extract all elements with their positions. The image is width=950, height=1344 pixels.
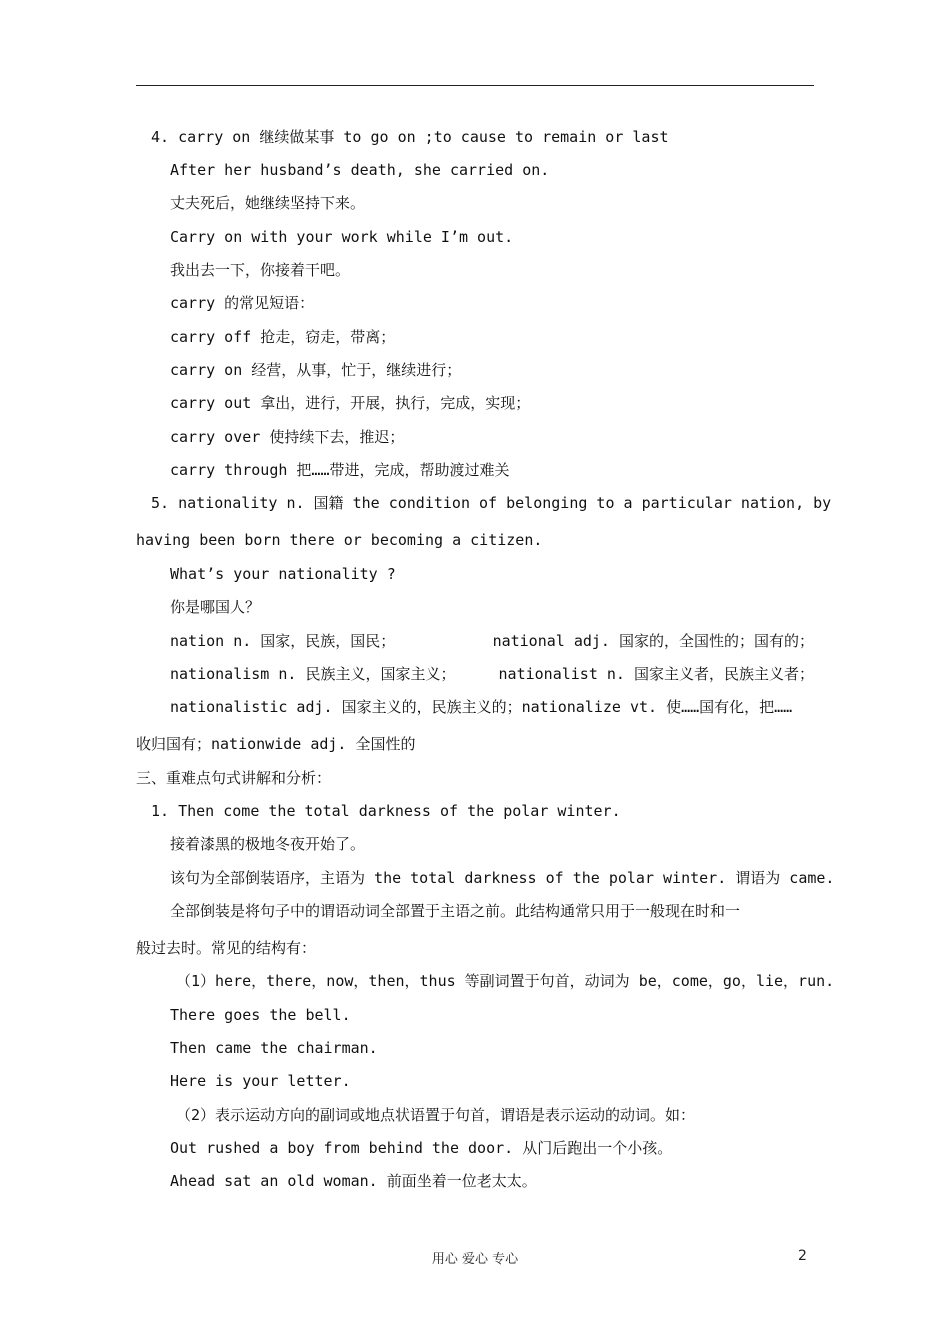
example-sentence: Out rushed a boy from behind the door. 从门后跑出一个小孩。 [170, 1139, 673, 1157]
phrase-heading: carry 的常见短语： [170, 294, 315, 312]
analysis-text: 全部倒装是将句子中的谓语动词全部置于主语之前。此结构通常只用于一般现在时和一 [170, 902, 741, 920]
word-entry: nation n. 国家，民族，国民； [170, 632, 396, 650]
example-sentence: There goes the bell. [170, 1006, 351, 1024]
phrase-item: carry over 使持续下去，推迟； [170, 428, 405, 446]
item-5-heading: 5. nationality n. 国籍 the condition of belonging to a particular nation, by [151, 494, 832, 512]
phrase-item: carry on 经营，从事，忙于，继续进行； [170, 361, 462, 379]
phrase-item: carry off 抢走，窃走，带离； [170, 328, 396, 346]
example-translation: 我出去一下，你接着干吧。 [170, 261, 351, 279]
word-entry: national adj. 国家的，全国性的；国有的； [492, 632, 814, 650]
word-family-continuation: 收归国有；nationwide adj. 全国性的 [136, 735, 416, 753]
example-sentence: What’s your nationality ? [170, 565, 396, 583]
phrase-item: carry through 把……带进，完成，帮助渡过难关 [170, 461, 510, 479]
page-number: 2 [798, 1248, 807, 1264]
rule-2: （2）表示运动方向的副词或地点状语置于句首，谓语是表示运动的动词。如： [176, 1106, 696, 1124]
word-family-row: nationalistic adj. 国家主义的，民族主义的；nationalize vt. 使……国有化，把…… [170, 698, 793, 716]
rule-1: （1）here，there，now，then，thus 等副词置于句首，动词为 be，come，go，lie，run. [176, 972, 835, 990]
example-sentence: Carry on with your work while I’m out. [170, 228, 514, 246]
word-entry: nationalism n. 民族主义，国家主义； [170, 665, 456, 683]
example-sentence: Ahead sat an old woman. 前面坐着一位老太太。 [170, 1172, 537, 1190]
word-entry: nationalist n. 国家主义者，民族主义者； [498, 665, 814, 683]
word-family-row [170, 630, 814, 652]
example-sentence: Here is your letter. [170, 1072, 351, 1090]
example-translation: 丈夫死后，她继续坚持下来。 [170, 194, 366, 212]
example-sentence: After her husband’s death, she carried on. [170, 161, 550, 179]
analysis-continuation: 般过去时。常见的结构有： [136, 939, 317, 957]
word-family-row [170, 663, 814, 685]
header-rule [136, 85, 814, 86]
item-4-heading: 4. carry on 继续做某事 to go on ;to cause to remain or last [151, 128, 669, 146]
example-translation: 你是哪国人？ [170, 598, 261, 616]
phrase-item: carry out 拿出，进行，开展，执行，完成，实现； [170, 394, 531, 412]
footer-motto: 用心 爱心 专心 [431, 1252, 519, 1267]
example-sentence: Then came the chairman. [170, 1039, 378, 1057]
sentence-translation: 接着漆黑的极地冬夜开始了。 [170, 835, 366, 853]
sentence-1-heading: 1. Then come the total darkness of the polar winter. [151, 802, 621, 820]
item-5-continuation: having been born there or becoming a citizen. [136, 531, 543, 549]
analysis-text: 该句为全部倒装语序，主语为 the total darkness of the polar winter. 谓语为 came. [170, 869, 835, 887]
section-heading: 三、重难点句式讲解和分析： [136, 769, 332, 787]
